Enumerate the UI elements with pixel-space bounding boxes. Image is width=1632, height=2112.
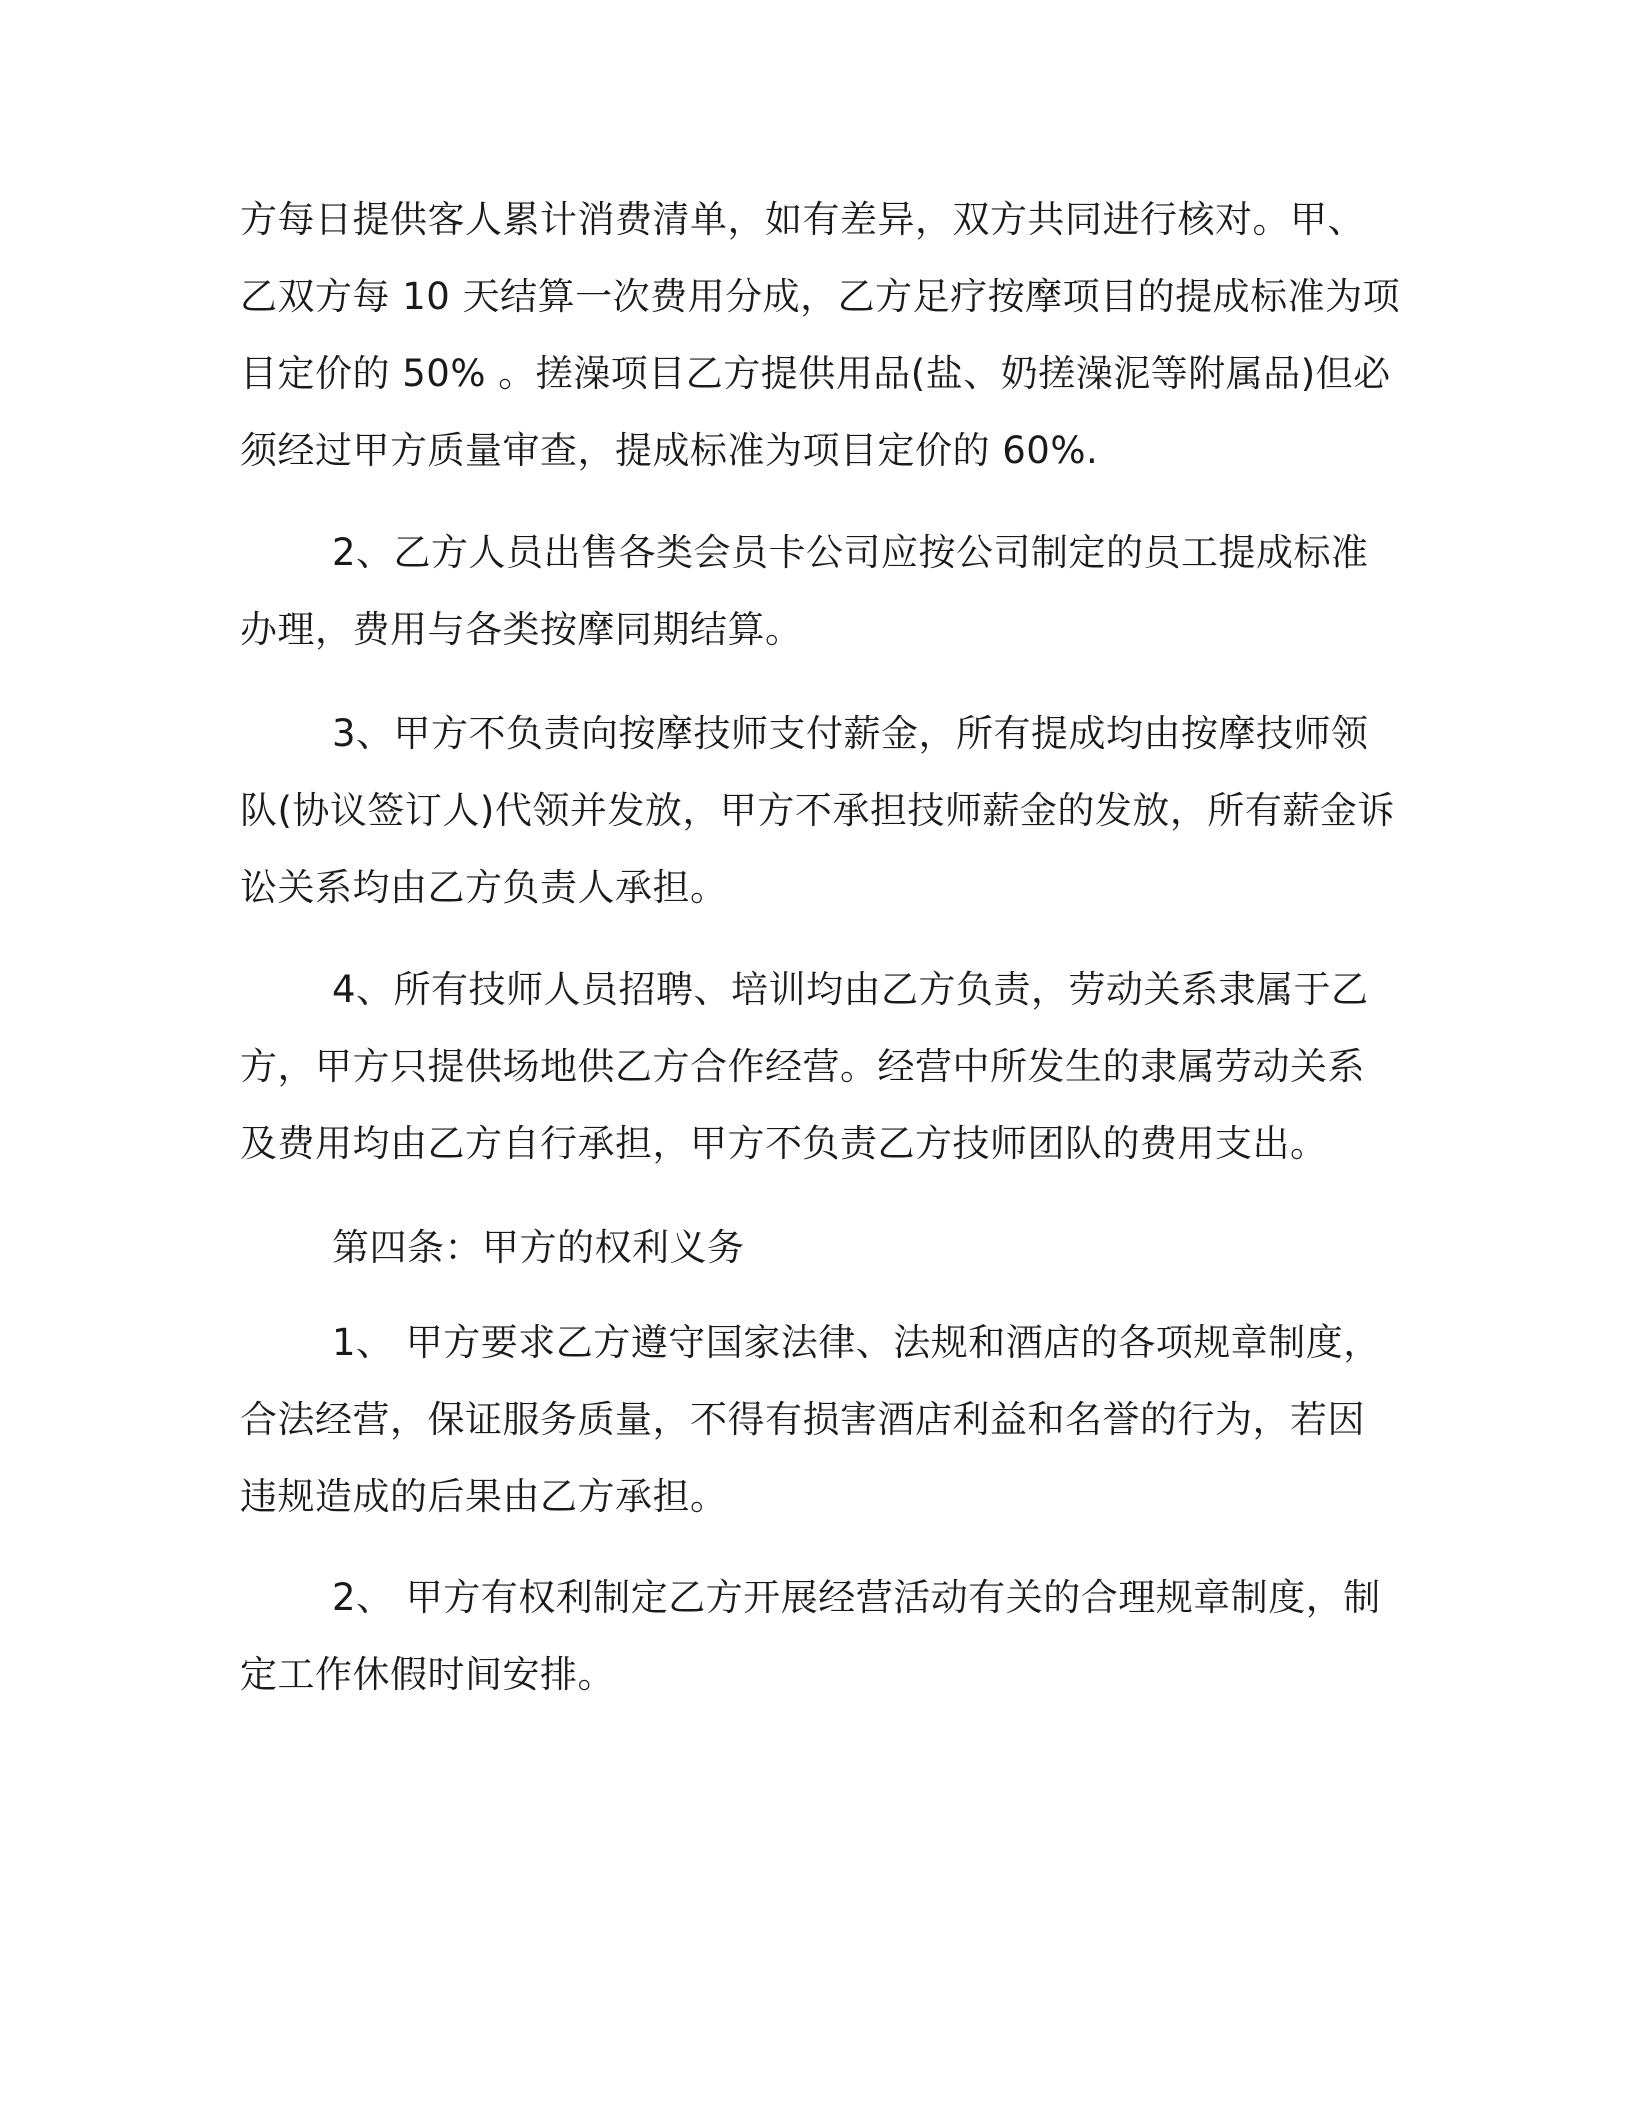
text-line: 目定价的 50% 。搓澡项目乙方提供用品(盐、奶搓澡泥等附属品)但必	[240, 352, 1391, 395]
text-line: 方，甲方只提供场地供乙方合作经营。经营中所发生的隶属劳动关系	[240, 1045, 1365, 1088]
paragraph-item-2-membership-cards	[240, 514, 1410, 668]
section-heading: 第四条：甲方的权利义务	[332, 1226, 745, 1269]
text-line: 办理，费用与各类按摩同期结算。	[240, 608, 803, 651]
text-line: 2、乙方人员出售各类会员卡公司应按公司制定的员工提成标准	[332, 531, 1369, 574]
text-line: 违规造成的后果由乙方承担。	[240, 1475, 728, 1518]
paragraph-item-3-salary	[240, 695, 1410, 926]
paragraph-party-a-item-1	[240, 1304, 1410, 1535]
paragraph-item-4-recruitment	[240, 951, 1410, 1182]
text-line: 队(协议签订人)代领并发放，甲方不承担技师薪金的发放，所有薪金诉	[240, 789, 1395, 832]
text-line: 4、所有技师人员招聘、培训均由乙方负责，劳动关系隶属于乙	[332, 968, 1369, 1011]
text-line: 1、 甲方要求乙方遵守国家法律、法规和酒店的各项规章制度，	[332, 1321, 1381, 1364]
text-line: 合法经营，保证服务质量，不得有损害酒店利益和名誉的行为，若因	[240, 1398, 1365, 1441]
section-heading-article-4	[240, 1209, 1410, 1286]
paragraph-party-a-item-2	[240, 1559, 1410, 1713]
text-line: 定工作休假时间安排。	[240, 1653, 615, 1696]
text-line: 讼关系均由乙方负责人承担。	[240, 866, 728, 909]
text-line: 2、 甲方有权利制定乙方开展经营活动有关的合理规章制度，制	[332, 1576, 1381, 1619]
text-line: 3、甲方不负责向按摩技师支付薪金，所有提成均由按摩技师领	[332, 712, 1369, 755]
text-line: 乙双方每 10 天结算一次费用分成，乙方足疗按摩项目的提成标准为项	[240, 275, 1401, 318]
text-line: 须经过甲方质量审查，提成标准为项目定价的 60%.	[240, 429, 1099, 472]
text-line: 及费用均由乙方自行承担，甲方不负责乙方技师团队的费用支出。	[240, 1122, 1328, 1165]
text-line: 方每日提供客人累计消费清单，如有差异，双方共同进行核对。甲、	[240, 198, 1365, 241]
paragraph-settlement-continued	[240, 181, 1410, 489]
